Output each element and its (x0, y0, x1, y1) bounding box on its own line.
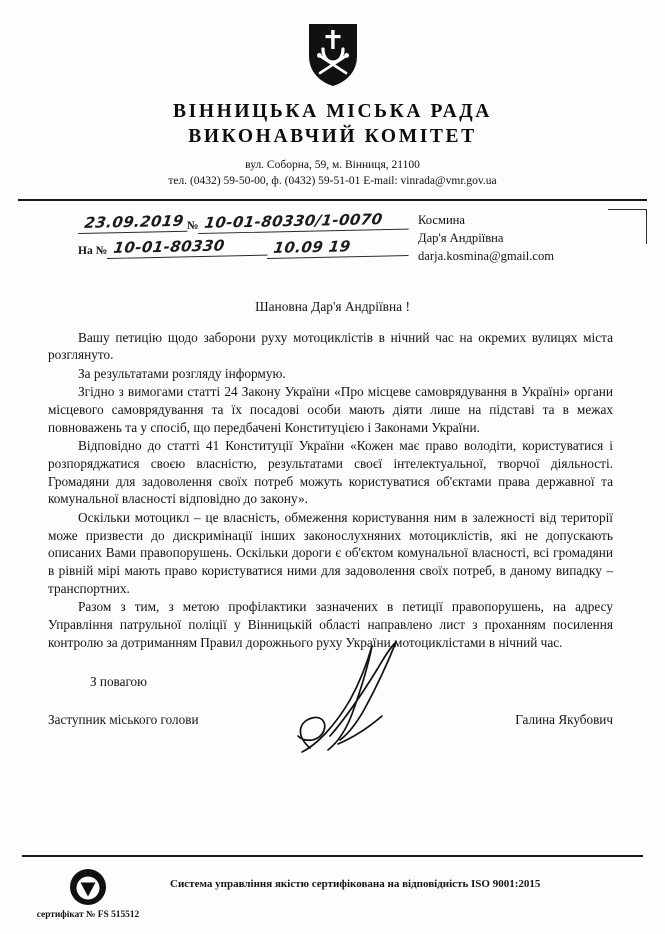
signature-block (0, 674, 665, 728)
org-title-line1: ВІННИЦЬКА МІСЬКА РАДА (173, 101, 492, 122)
address-corner-bracket (608, 209, 647, 244)
vinnytsia-coat-of-arms-icon (306, 22, 360, 88)
incoming-date-handwritten: 10.09 19 (267, 236, 411, 259)
reference-band (0, 209, 665, 283)
incoming-number-handwritten: 10-01-80330 (107, 235, 270, 258)
body-paragraph: Разом з тим, з метою профілактики зазначених в петиції правопорушень, на адресу Управління патрульної поліції у Вінницькій області направлено лист з проханням посилення контролю за дотриманням Правил дорожнього руху України мотоциклістами в нічний час. (48, 599, 613, 650)
signer-name: Галина Якубович (515, 711, 613, 727)
footer-divider (22, 855, 643, 857)
outgoing-number-handwritten: 10-01-80330/1-0070 (198, 209, 411, 233)
salutation: Шановна Дар'я Андріївна ! (255, 298, 410, 314)
letter-body (0, 329, 665, 652)
header-divider (18, 199, 647, 201)
reference-numbers (78, 209, 408, 259)
bsi-certification-block (22, 867, 154, 920)
organization-title (0, 100, 665, 150)
number-label: № (186, 219, 199, 232)
bsi-certificate-number: сертифікат № FS 515512 (36, 910, 140, 920)
reply-to-label: На № (78, 244, 108, 257)
phone-email-line: тел. (0432) 59-50-00, ф. (0432) 59-51-01 E-mail: vinrada@vmr.gov.ua (168, 175, 497, 188)
incoming-reference-row (78, 234, 408, 259)
recipient-block (418, 211, 554, 265)
body-paragraph: Згідно з вимогами статті 24 Закону України «Про місцеве самоврядування в Україні» органи місцевого самоврядування та їх посадові особи мають діяти лише на підставі та в межах повноважень та у спосіб, що передбачені Конституцією і Законами України. (48, 384, 613, 435)
signature-row (48, 712, 613, 728)
outgoing-reference-row (78, 209, 408, 234)
recipient-email: darja.kosmina@gmail.com (418, 248, 555, 263)
recipient-surname: Космина (418, 212, 466, 227)
body-paragraph: Відповідно до статті 41 Конституції України «Кожен має право володіти, користуватися і розпоряджатися своєю власністю, результатами своєї інтелектуальної, творчої діяльності. Громадяни для задоволення своїх потреб можуть користуватися об'єктами права державної та комунальної власності відповідно до закону». (48, 437, 613, 507)
recipient-name: Дар'я Андріївна (418, 230, 504, 245)
body-paragraph: За результатами розгляду інформую. (78, 365, 286, 381)
signer-position: Заступник міського голови (48, 711, 199, 727)
org-title-line2: ВИКОНАВЧИЙ КОМІТЕТ (188, 125, 477, 147)
iso-certification-text: Система управління якістю сертифікована на відповідність ISO 9001:2015 (170, 878, 541, 890)
address-line: вул. Соборна, 59, м. Вінниця, 21100 (245, 158, 420, 171)
body-paragraph: Вашу петицію щодо заборони руху мотоциклістів в нічний час на окремих вулицях міста розглянуто. (48, 329, 613, 363)
bsi-kitemark-icon (68, 867, 108, 907)
letterhead (0, 0, 665, 190)
body-paragraph: Оскільки мотоцикл – це власність, обмеження користування ним в залежності від території може призвести до дискримінації інших законослухняних мотоциклістів, які не допускають описаних Вами правопорушень. Оскільки дороги є об'єктом комунальної власності, всі громадяни в рівній мірі мають право користуватися ними для задоволення своїх потреб, в даному випадку – транспортних. (48, 509, 613, 596)
handwritten-signature-icon (268, 640, 418, 760)
footer (0, 855, 665, 920)
outgoing-date-handwritten: 23.09.2019 (78, 211, 190, 233)
letterhead-contact (0, 157, 665, 190)
closing-regards: З повагою (90, 673, 147, 689)
